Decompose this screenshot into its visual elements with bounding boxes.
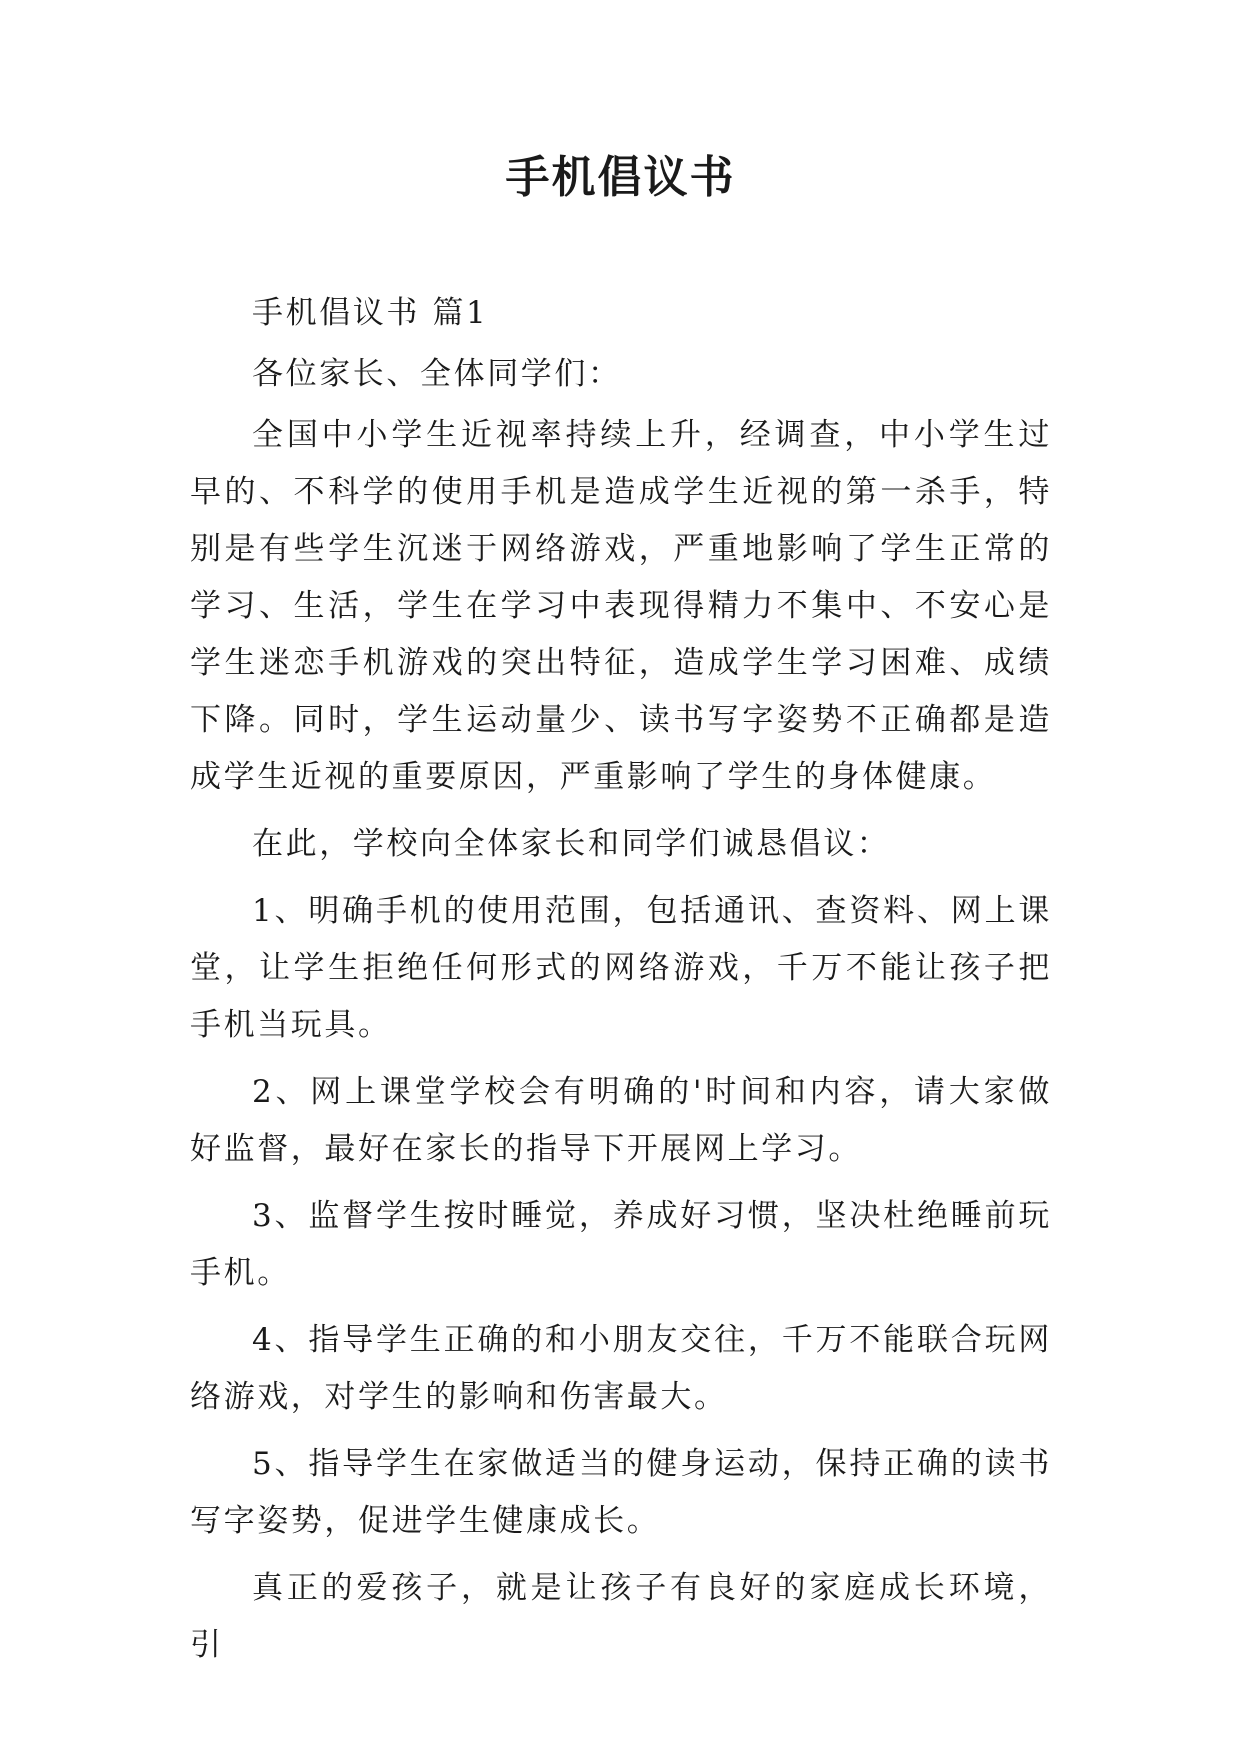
paragraph-item-3: 3、监督学生按时睡觉，养成好习惯，坚决杜绝睡前玩手机。 xyxy=(190,1198,1052,1291)
salutation: 各位家长、全体同学们： xyxy=(252,356,622,392)
section-heading: 手机倡议书 篇1 xyxy=(252,295,489,331)
paragraph-closing: 真正的爱孩子，就是让孩子有良好的家庭成长环境，引 xyxy=(190,1570,1052,1663)
paragraph-intro: 全国中小学生近视率持续上升，经调查，中小学生过早的、不科学的使用手机是造成学生近视的第一杀手，特别是有些学生沉迷于网络游戏，严重地影响了学生正常的学习、生活，学生在学习中表现得精力不集中、不安心是学生迷恋手机游戏的突出特征，造成学生学习困难、成绩下降。同时，学生运动量少、读书写字姿势不正确都是造成学生近视的重要原因，严重影响了学生的身体健康。 xyxy=(190,417,1052,795)
paragraph-item-4: 4、指导学生正确的和小朋友交往，千万不能联合玩网络游戏，对学生的影响和伤害最大。 xyxy=(190,1322,1052,1415)
paragraph-appeal: 在此，学校向全体家长和同学们诚恳倡议： xyxy=(252,826,891,862)
document-title: 手机倡议书 xyxy=(505,152,736,203)
paragraph-item-5: 5、指导学生在家做适当的健身运动，保持正确的读书写字姿势，促进学生健康成长。 xyxy=(190,1446,1052,1539)
document-body xyxy=(190,285,1052,1684)
paragraph-item-1: 1、明确手机的使用范围，包括通讯、查资料、网上课堂，让学生拒绝任何形式的网络游戏，千万不能让孩子把手机当玩具。 xyxy=(190,893,1052,1043)
paragraph-item-2: 2、网上课堂学校会有明确的'时间和内容，请大家做好监督，最好在家长的指导下开展网上学习。 xyxy=(190,1074,1052,1167)
